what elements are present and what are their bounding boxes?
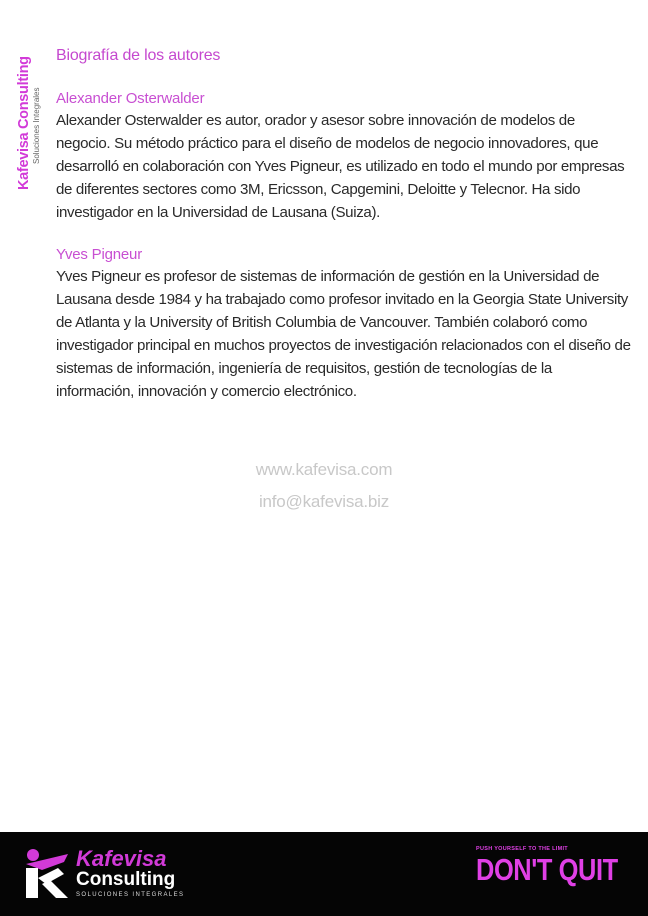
website-link[interactable]: www.kafevisa.com xyxy=(255,460,393,479)
footer-bar xyxy=(0,832,648,916)
page-title: Biografía de los autores xyxy=(56,47,221,64)
logo-brand-subname: Consulting xyxy=(76,869,176,890)
author-section xyxy=(56,244,631,403)
slogan-small: PUSH YOURSELF TO THE LIMIT xyxy=(476,846,568,852)
author-name: Yves Pigneur xyxy=(56,246,142,263)
footer-logo xyxy=(24,842,194,906)
author-bio: Alexander Osterwalder es autor, orador y asesor sobre innovación de modelos de negocio. Su método práctico para el diseño de modelos de negocio innovadores, que desarrolló en colaboración con Yves Pigneur, es utilizado en todo el mundo por empresas de diferentes sectores como 3M, Ericsson, Capgemini, Deloitte y Telecnor. Ha sido investigador en la Universidad de Lausana (Suiza). xyxy=(56,112,625,221)
runner-logo-icon xyxy=(24,846,72,902)
side-brand-name: Kafevisa Consulting xyxy=(15,56,32,190)
side-brand-tagline: Soluciones Integrales xyxy=(31,87,41,164)
logo-tagline: SOLUCIONES INTEGRALES xyxy=(76,892,185,898)
author-name: Alexander Osterwalder xyxy=(56,90,205,107)
slogan-big: DON'T QUIT xyxy=(476,852,618,887)
email-link[interactable]: info@kafevisa.biz xyxy=(258,492,390,511)
logo-brand-name: Kafevisa xyxy=(76,846,167,871)
biography-content xyxy=(56,46,631,423)
side-brand-logo xyxy=(12,40,46,190)
slogan xyxy=(476,846,626,886)
author-section xyxy=(56,88,631,224)
author-bio: Yves Pigneur es profesor de sistemas de información de gestión en la Universidad de Lausana desde 1984 y ha trabajado como profesor invitado en la Georgia State University de Atlanta y la University of British Columbia de Vancouver. También colaboró como investigador principal en muchos proyectos de investigación relacionados con el diseño de sistemas de información, ingeniería de requisitos, gestión de tecnologías de la información, innovación y comercio electrónico. xyxy=(56,268,631,400)
